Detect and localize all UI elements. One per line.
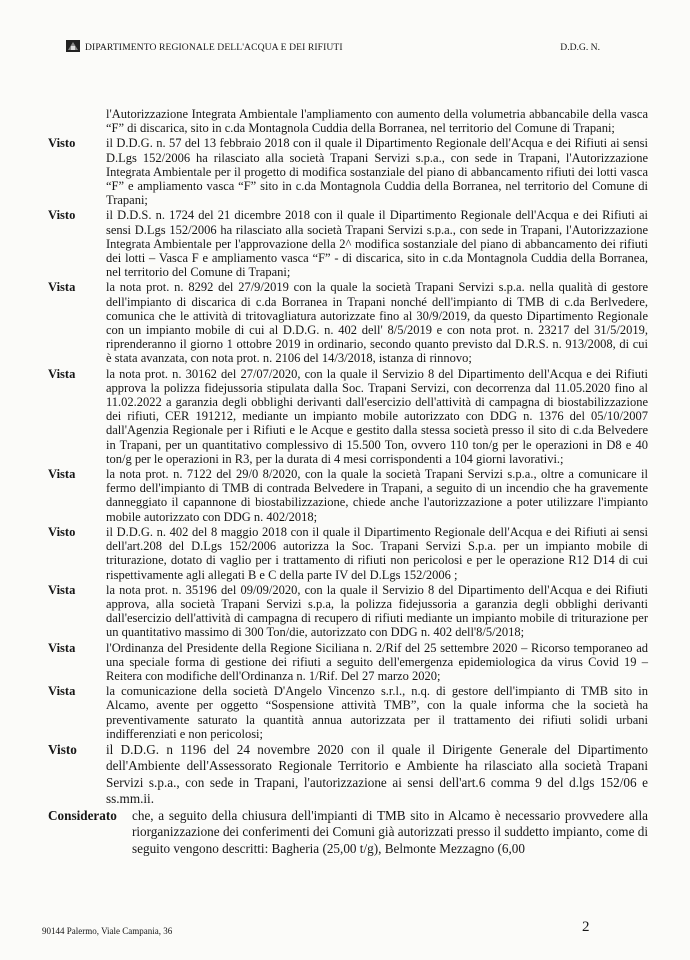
paragraph-keyword: Visto xyxy=(48,208,76,223)
ddg-number: D.D.G. N. xyxy=(560,42,600,53)
paragraph xyxy=(48,684,648,741)
paragraph-keyword: Visto xyxy=(48,524,76,539)
paragraph xyxy=(48,742,648,807)
footer-address: 90144 Palermo, Viale Campania, 36 xyxy=(42,926,173,936)
paragraph xyxy=(48,525,648,582)
page-number: 2 xyxy=(582,919,590,935)
paragraph xyxy=(48,367,648,466)
paragraph xyxy=(48,208,648,279)
paragraph xyxy=(48,136,648,207)
paragraph-keyword: Vista xyxy=(48,280,76,295)
paragraph-text: la nota prot. n. 8292 del 27/9/2019 con la quale la società Trapani Servizi s.p.a. nella qualità di gestore dell'impianto di discarica di c.da Borranea in Trapani nonché dell'impianto di TMB di c.da Berlvedere, comunica che le attività di tritovagliatura autorizzate fino al 30/9/2019, da questo Dipartimento Regionale con un impianto mobile di cui al D.D.G. n. 402 dell' 8/5/2019 e con nota prot. n. 23217 del 31/5/2019, riprenderanno il giorno 1 ottobre 2019 in ordinario, secondo quanto previsto dal D.R.S. n. 913/2008, di cui è stata avanzata, con nota prot. n. 2106 del 14/3/2018, istanza di rinnovo; xyxy=(106,280,648,366)
page-header xyxy=(0,0,690,60)
paragraph-keyword: Visto xyxy=(48,741,77,757)
region-emblem-icon xyxy=(66,40,80,52)
paragraph-text: il D.D.G. n 1196 del 24 novembre 2020 con il quale il Dirigente Generale del Dipartimento dell'Ambiente dell'Assessorato Regionale Territorio e Ambiente ha rilasciato alla società Trapani Servizi s.p.a., con sede in Trapani, l'autorizzazione ai sensi dell'art.6 comma 9 del d.lgs 152/06 e ss.mm.ii. xyxy=(106,741,648,806)
paragraph xyxy=(48,641,648,684)
paragraph xyxy=(48,467,648,524)
paragraph-text: la comunicazione della società D'Angelo Vincenzo s.r.l., n.q. di gestore dell'impianto di TMB sito in Alcamo, avente per oggetto “Sospensione attività TMB”, con la quale informa che la società ha preventivamente saturato la quantità annua autorizzata per il trattamento dei rifiuti solidi urbani indifferenziati e non pericolosi; xyxy=(106,684,648,741)
paragraph-text: l'Autorizzazione Integrata Ambientale l'ampliamento con aumento della volumetria abbancabile della vasca “F” di discarica, sito in c.da Montagnola Cuddia della Borranea, nel territorio del Comune di Trapani; xyxy=(106,107,648,136)
paragraph-text: la nota prot. n. 30162 del 27/07/2020, con la quale il Servizio 8 del Dipartimento dell'Acqua e dei Rifiuti approva la polizza fidejussoria stipulata dalla Soc. Trapani Servizi, con decorrenza dal 11.05.2020 fino al 11.02.2022 a garanzia degli obblighi derivanti dall'esercizio dell'attività di campagna di biostabilizzazione dei rifiuti, CER 191212, mediante un impianto mobile autorizzato con DDG n. 1376 del 05/10/2007 dall'Agenzia Regionale per i Rifiuti e le Acque e gestito dalla stessa società presso il sito di c.da Belvedere in Trapani, per un quantitativo complessivo di 15.500 Ton, ovvero 110 ton/g per le operazioni in D8 e 40 ton/g per le operazioni in R3, per la durata di 4 mesi corrispondenti a 104 giorni lavorativi.; xyxy=(106,366,648,466)
paragraph-text: il D.D.G. n. 402 del 8 maggio 2018 con il quale il Dipartimento Regionale dell'Acqua e dei Rifiuti ai sensi dell'art.208 del D.Lgs 152/2006 autorizza la Soc. Trapani Servizi S.p.a. per un impianto mobile di triturazione, dotato di vaglio per i trattamento di rifiuti non pericolosi e per le operazione R12 D14 di cui rispettivamente agli allegati B e C della parte IV del D.Lgs 152/2006 ; xyxy=(106,524,648,582)
paragraph xyxy=(48,107,648,135)
paragraph xyxy=(48,808,648,857)
paragraph xyxy=(48,280,648,365)
paragraph-text: la nota prot. n. 7122 del 29/0 8/2020, con la quale la società Trapani Servizi s.p.a., oltre a comunicare il fermo dell'impianto di TMB di contrada Belvedere in Trapani, a seguito di un incendio che ha gravemente danneggiato il capannone di biostabilizzazione, chiede anche l'autorizzazione a poter utilizzare l'impianto mobile autorizzato con DDG n. 402/2018; xyxy=(106,467,648,524)
paragraph-keyword: Visto xyxy=(48,136,76,151)
paragraph xyxy=(48,583,648,640)
paragraph-text: che, a seguito della chiusura dell'impianti di TMB sito in Alcamo è necessario provvedere alla riorganizzazione dei conferimenti dei Comuni già autorizzati presso il suddetto impianto, come di seguito vengono descritti: Bagheria (25,00 t/g), Belmonte Mezzagno (6,00 xyxy=(132,808,648,856)
paragraph-keyword: Vista xyxy=(48,684,76,699)
department-name: DIPARTIMENTO REGIONALE DELL'ACQUA E DEI RIFIUTI xyxy=(85,42,343,53)
document-body xyxy=(48,107,648,857)
paragraph-keyword: Vista xyxy=(48,582,76,597)
paragraph-keyword: Vista xyxy=(48,640,76,655)
paragraph-keyword: Vista xyxy=(48,467,76,482)
paragraph-text: il D.D.S. n. 1724 del 21 dicembre 2018 con il quale il Dipartimento Regionale dell'Acqua e dei Rifiuti ai sensi D.Lgs 152/2006 ha rilasciato alla società Trapani Servizi s.p.a., con sede in Trapani, l'Autorizzazione Integrata Ambientale per l'approvazione della 2^ modifica sostanziale del piano di abbancamento dei rifiuti dei lotti – Vasca F e ampliamento vasca “F” - di discarica, sito in c.da Montagnola Cuddia della Borranea, nel territorio del Comune di Trapani; xyxy=(106,208,648,280)
paragraph-text: il D.D.G. n. 57 del 13 febbraio 2018 con il quale il Dipartimento Regionale dell'Acqua e dei Rifiuti ai sensi D.Lgs 152/2006 ha rilasciato alla società Trapani Servizi s.p.a., con sede in Trapani, l'Autorizzazione Integrata Ambientale per il progetto di modifica sostanziale del piano di abbancamento rifiuti dei lotti vasca “F” e ampliamento vasca “F” sito in c.da Montagnola Cuddia della Borranea, nel territorio del Comune di Trapani; xyxy=(106,136,648,208)
paragraph-text: la nota prot. n. 35196 del 09/09/2020, con la quale il Servizio 8 del Dipartimento dell'Acqua e dei Rifiuti approva, alla società Trapani Servizi s.p.a, la polizza fidejussoria a garanzia degli obblighi derivanti dall'esercizio dell'attività di campagna di recupero di rifiuti mediante un impianto mobile di triturazione per un quantitativo massimo di 300 Ton/die, autorizzato con DDG n. 402 dell'8/5/2018; xyxy=(106,582,648,640)
paragraph-keyword: Considerato xyxy=(48,808,117,824)
paragraph-text: l'Ordinanza del Presidente della Regione Siciliana n. 2/Rif del 25 settembre 2020 – Ricorso temporaneo ad una speciale forma di gestione dei rifiuti a seguito dell'emergenza epidemiologica da virus Covid 19 – Reitera con modifiche dell'Ordinanza n. 1/Rif. Del 27 marzo 2020; xyxy=(106,640,648,683)
paragraph-keyword: Vista xyxy=(48,366,76,381)
